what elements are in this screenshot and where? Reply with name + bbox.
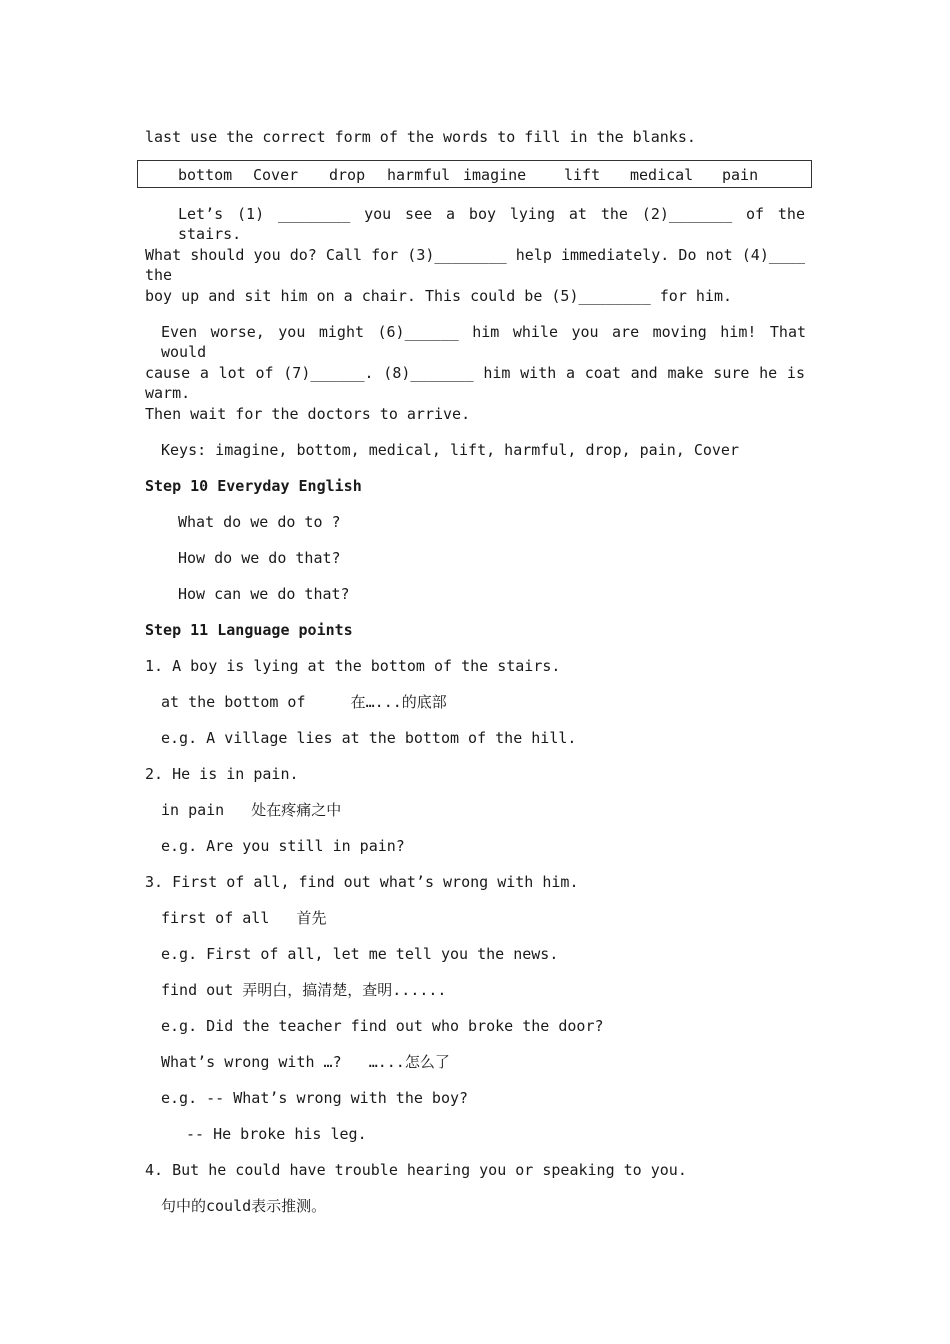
instruction-line: last use the correct form of the words to fill in the blanks. (145, 128, 696, 146)
point-phrase: find out 弄明白，搞清楚，查明...... (161, 981, 447, 999)
point-title: 2. He is in pain. (145, 765, 299, 783)
step10-heading: Step 10 Everyday English (145, 477, 362, 495)
word-bank-item: bottom (178, 166, 233, 184)
step10-line: How can we do that? (178, 585, 350, 603)
word-bank-item: pain (722, 166, 759, 184)
passage-line: What should you do? Call for (3)________ help immediately. Do not (4)____ the (145, 246, 805, 284)
point-example: e.g. A village lies at the bottom of the hill. (161, 729, 577, 747)
word-bank-item: harmful (387, 166, 451, 184)
word-bank-box (137, 160, 812, 188)
point-phrase: in pain 处在疼痛之中 (161, 801, 342, 819)
step10-line: What do we do to ? (178, 513, 341, 531)
point-title: 4. But he could have trouble hearing you or speaking to you. (145, 1161, 687, 1179)
point-example: e.g. First of all, let me tell you the news. (161, 945, 559, 963)
passage-line: Let’s (1) ________ you see a boy lying at the (2)_______ of the stairs. (178, 205, 805, 243)
word-bank-item: drop (329, 166, 366, 184)
point-title: 1. A boy is lying at the bottom of the stairs. (145, 657, 561, 675)
point-example: e.g. Are you still in pain? (161, 837, 405, 855)
word-bank-item: lift (564, 166, 601, 184)
step10-line: How do we do that? (178, 549, 341, 567)
point-example: e.g. -- What’s wrong with the boy? (161, 1089, 469, 1107)
step11-heading: Step 11 Language points (145, 621, 353, 639)
point-phrase: first of all 首先 (161, 909, 327, 927)
point-phrase: What’s wrong with …? …...怎么了 (161, 1053, 450, 1071)
point-example: e.g. Did the teacher find out who broke the door? (161, 1017, 604, 1035)
word-bank-item: Cover (253, 166, 299, 184)
point-title: 3. First of all, find out what’s wrong with him. (145, 873, 579, 891)
passage-line: Then wait for the doctors to arrive. (145, 405, 471, 423)
passage-line: Even worse, you might (6)______ him while you are moving him! That would (161, 323, 806, 361)
answer-keys: Keys: imagine, bottom, medical, lift, harmful, drop, pain, Cover (161, 441, 739, 459)
passage-line: boy up and sit him on a chair. This could be (5)________ for him. (145, 287, 732, 305)
point-note: 句中的could表示推测。 (161, 1197, 327, 1215)
passage-line: cause a lot of (7)______. (8)_______ him with a coat and make sure he is warm. (145, 364, 805, 402)
word-bank-item: imagine (463, 166, 527, 184)
point-phrase: at the bottom of 在…...的底部 (161, 693, 447, 711)
word-bank-item: medical (630, 166, 694, 184)
point-example-answer: -- He broke his leg. (186, 1125, 367, 1143)
